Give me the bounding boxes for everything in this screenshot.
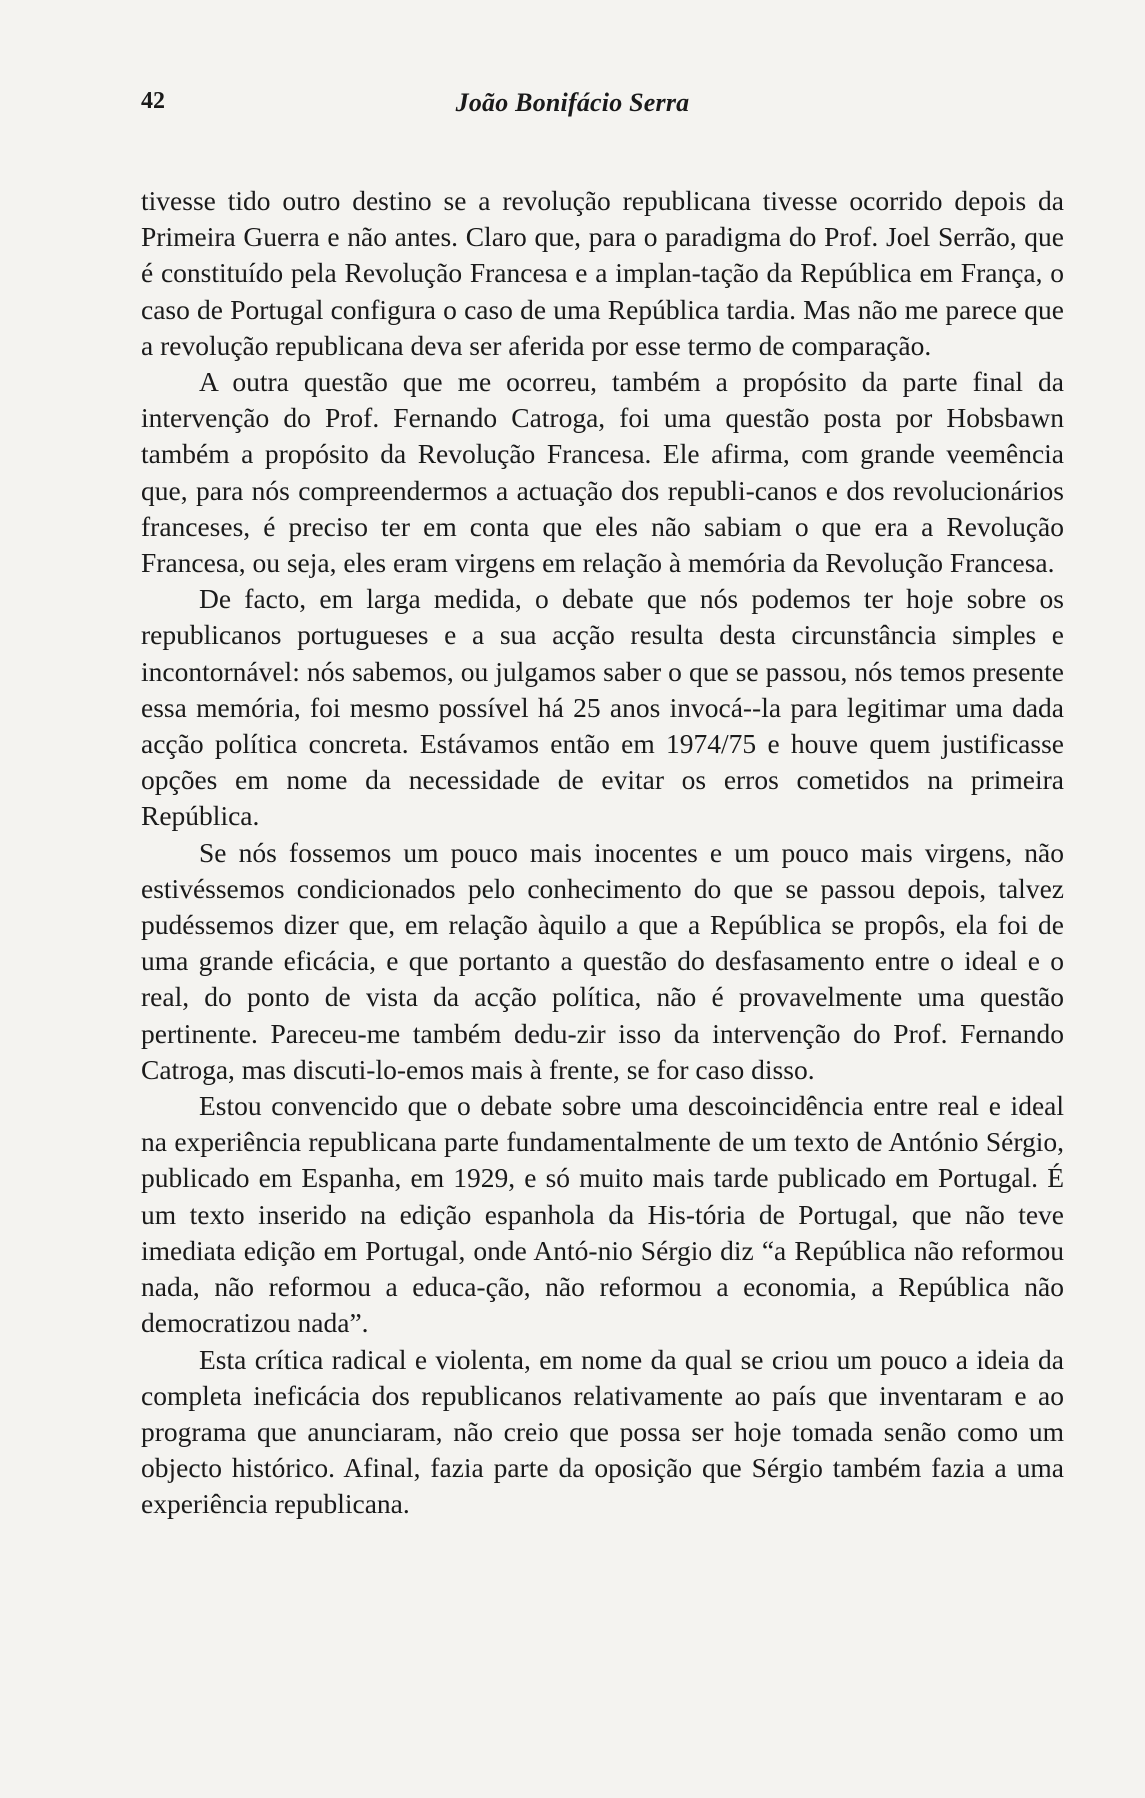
- paragraph-4: Se nós fossemos um pouco mais inocentes e um pouco mais virgens, não estivéssemos condicionados pelo conhecimento do que se passou depois, talvez pudéssemos dizer que, em relação àquilo a que a República se propôs, ela foi de uma grande eficácia, e que portanto a questão do desfasamento entre o ideal e o real, do ponto de vista da acção política, não é provavelmente uma questão pertinente. Pareceu-me também dedu-zir isso da intervenção do Prof. Fernando Catroga, mas discuti-lo-emos mais à frente, se for caso disso.: [141, 836, 1064, 1085]
- paragraph-5: Estou convencido que o debate sobre uma descoincidência entre real e ideal na experiência republicana parte fundamentalmente de um texto de António Sérgio, publicado em Espanha, em 1929, e só muito mais tarde publicado em Portugal. É um texto inserido na edição espanhola da His-tória de Portugal, que não teve imediata edição em Portugal, onde Antó-nio Sérgio diz “a República não reformou nada, não reformou a educa-ção, não reformou a economia, a República não democratizou nada”.: [141, 1090, 1064, 1339]
- paragraph-1: tivesse tido outro destino se a revolução republicana tivesse ocorrido depois da Primeira Guerra e não antes. Claro que, para o paradigma do Prof. Joel Serrão, que é constituído pela Revolução Francesa e a implan-tação da República em França, o caso de Portugal configura o caso de uma República tardia. Mas não me parece que a revolução republicana deva ser aferida por esse termo de comparação.: [141, 185, 1064, 361]
- running-head: João Bonifácio Serra: [455, 88, 690, 117]
- page-number: 42: [141, 88, 165, 114]
- paragraph-2: A outra questão que me ocorreu, também a propósito da parte final da intervenção do Prof. Fernando Catroga, foi uma questão posta por Hobsbawn também a propósito da Revolução Francesa. Ele afirma, com grande veemência que, para nós compreendermos a actuação dos republi-canos e dos revolucionários franceses, é preciso ter em conta que eles não sabiam o que era a Revolução Francesa, ou seja, eles eram virgens em relação à memória da Revolução Francesa.: [141, 366, 1064, 579]
- paragraph-3: De facto, em larga medida, o debate que nós podemos ter hoje sobre os republicanos portugueses e a sua acção resulta desta circunstância simples e incontornável: nós sabemos, ou julgamos saber o que se passou, nós temos presente essa memória, foi mesmo possível há 25 anos invocá--la para legitimar uma dada acção política concreta. Estávamos então em 1974/75 e houve quem justificasse opções em nome da necessidade de evitar os erros cometidos na primeira República.: [141, 583, 1064, 832]
- body-text: [141, 183, 1064, 1523]
- paragraph-6: Esta crítica radical e violenta, em nome da qual se criou um pouco a ideia da completa ineficácia dos republicanos relativamente ao país que inventaram e ao programa que anunciaram, não creio que possa ser hoje tomada senão como um objecto histórico. Afinal, fazia parte da oposição que Sérgio também fazia a uma experiência republicana.: [141, 1343, 1064, 1520]
